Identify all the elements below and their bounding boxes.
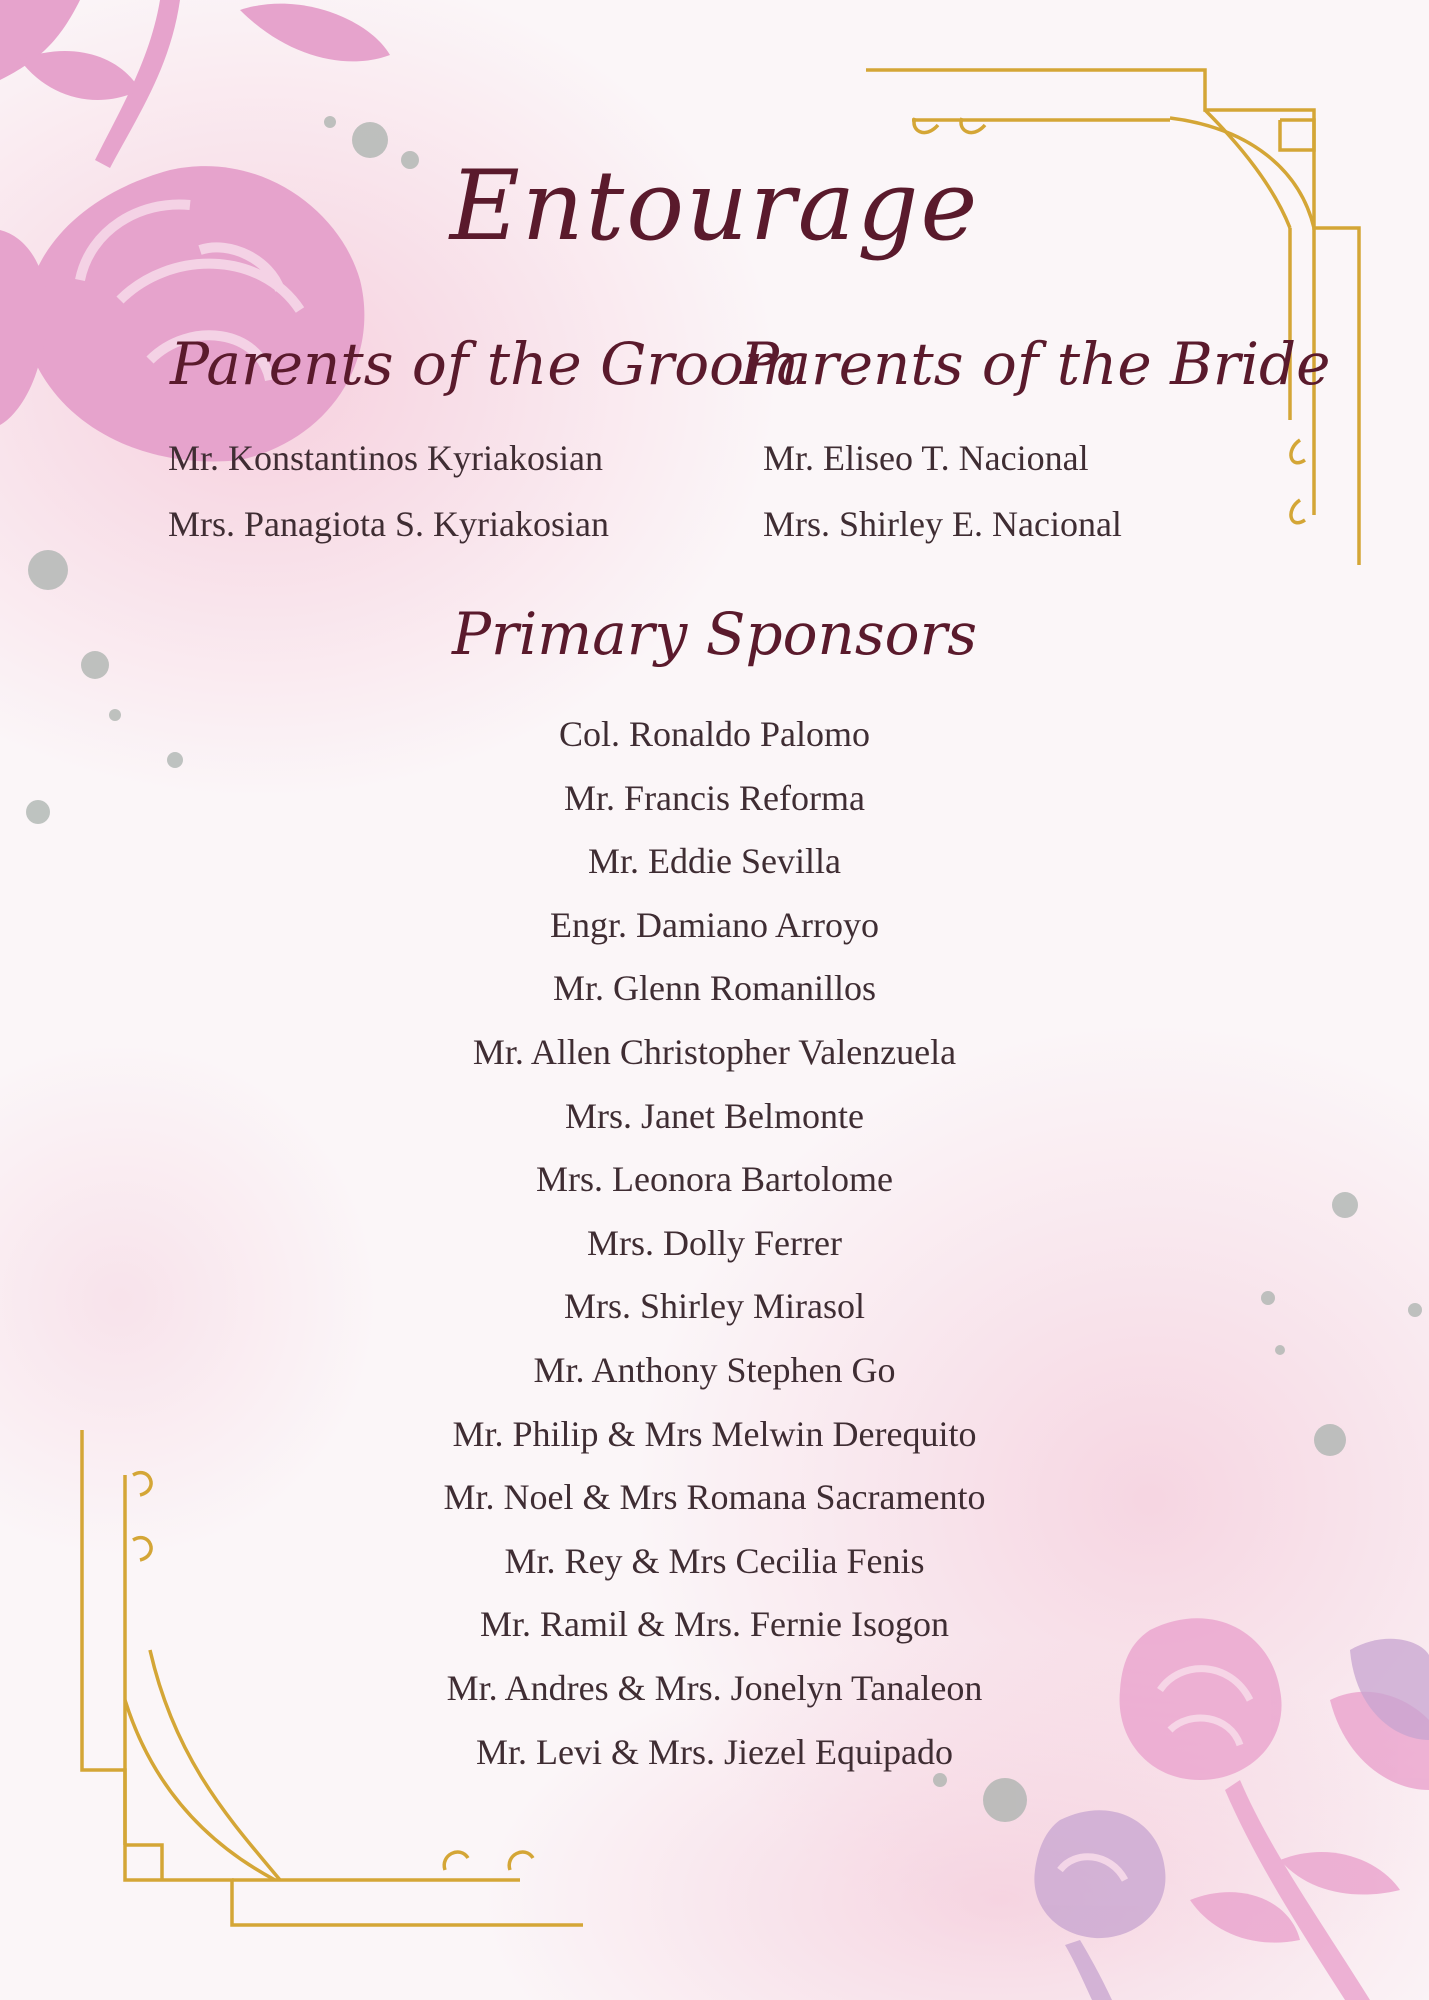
list-item: Mr. Francis Reforma: [564, 777, 865, 818]
list-item: Engr. Damiano Arroyo: [550, 904, 879, 945]
list-item: Col. Ronaldo Palomo: [558, 714, 870, 754]
list-item: Mr. Eliseo T. Nacional: [763, 438, 1089, 478]
list-item: Mr. Glenn Romanillos: [553, 968, 876, 1009]
list-item: Mr. Allen Christopher Valenzuela: [472, 1031, 957, 1072]
list-item: Mrs. Panagiota S. Kyriakosian: [168, 504, 609, 544]
primary-sponsors-list: [0, 703, 1429, 1784]
list-item: Mr. Andres & Mrs. Jonelyn Tanaleon: [446, 1667, 983, 1708]
parents-of-the-groom-list: [168, 425, 609, 557]
list-item: Mrs. Dolly Ferrer: [587, 1222, 842, 1263]
list-item: Mr. Rey & Mrs Cecilia Fenis: [504, 1540, 925, 1581]
list-item: Mr. Eddie Sevilla: [588, 841, 841, 882]
list-item: Mr. Noel & Mrs Romana Sacramento: [443, 1477, 986, 1518]
primary-sponsors-heading: Primary Sponsors: [451, 600, 978, 668]
list-item: Mr. Anthony Stephen Go: [533, 1349, 896, 1390]
parents-of-the-groom-heading: Parents of the Groom: [170, 330, 800, 398]
list-item: Mrs. Shirley Mirasol: [564, 1286, 865, 1327]
list-item: Mr. Levi & Mrs. Jiezel Equipado: [476, 1731, 953, 1772]
page-title: Entourage: [449, 150, 980, 262]
list-item: Mrs. Janet Belmonte: [565, 1095, 864, 1136]
list-item: Mrs. Leonora Bartolome: [536, 1159, 893, 1200]
list-item: Mr. Philip & Mrs Melwin Derequito: [452, 1413, 977, 1454]
parents-of-the-bride-list: [763, 425, 1122, 557]
list-item: Mr. Ramil & Mrs. Fernie Isogon: [480, 1604, 949, 1645]
parents-of-the-bride-heading: Parents of the Bride: [740, 330, 1331, 398]
list-item: Mr. Konstantinos Kyriakosian: [168, 438, 603, 478]
list-item: Mrs. Shirley E. Nacional: [763, 504, 1122, 544]
